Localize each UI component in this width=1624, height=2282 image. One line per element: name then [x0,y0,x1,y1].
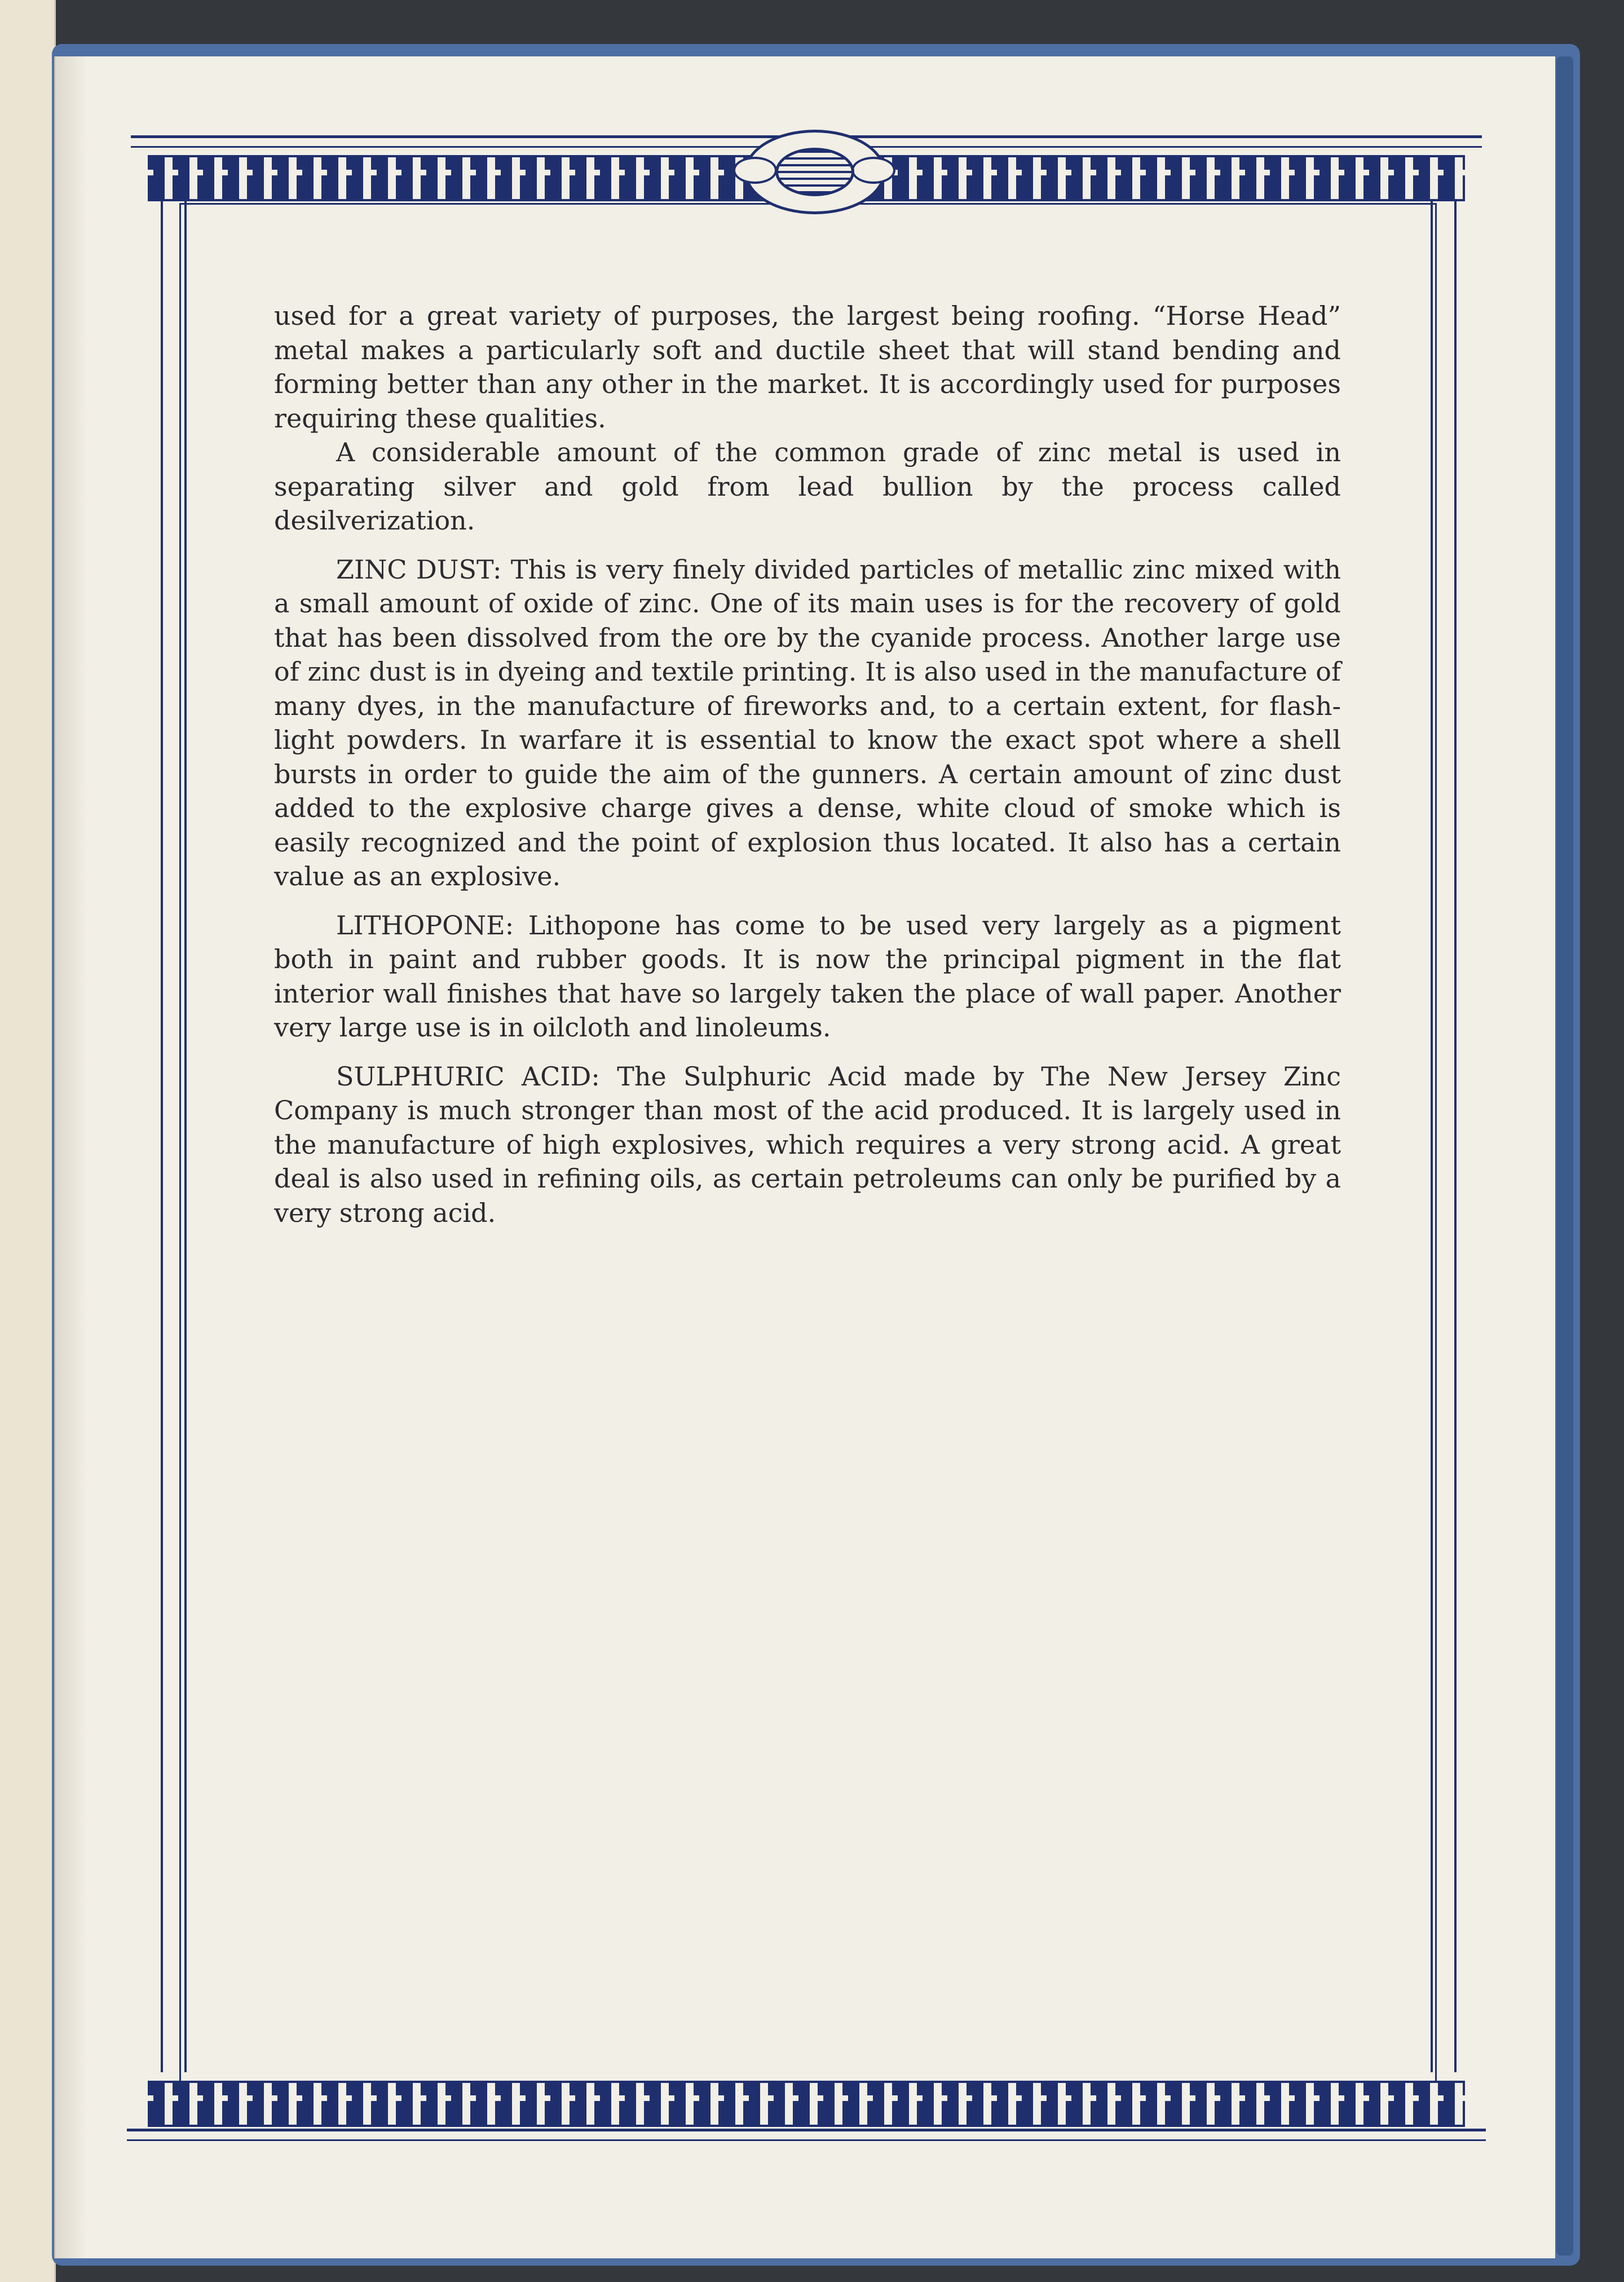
page-body-text [274,299,1341,1230]
gutter-shadow [54,56,88,2258]
paragraph-roofing: used for a great variety of purposes, the largest being roofing. “Horse Head” metal makes a particularly soft and ductile sheet that will stand bending and forming better than any other in the market. It is accordingly used for purposes requiring these qualities. [274,301,1341,434]
right-scroll-ornament [851,157,895,184]
book-cover-edge [1556,56,1573,2255]
paragraph-lithopone: LITHOPONE: Lithopone has come to be used very largely as a pigment both in paint and rubber goods. It is now the principal pigment in the flat interior wall finishes that have so largely taken the place of wall paper. Another very large use is in oilcloth and linoleums. [274,910,1341,1043]
paragraph-desilverization: A considerable amount of the common grade of zinc metal is used in separating silver and gold from lead bullion by the process called desilverization. [274,437,1341,536]
bottom-ornament-band [148,2081,1465,2127]
left-scroll-ornament [733,157,777,184]
paragraph-sulphuric-acid: SULPHURIC ACID: The Sulphuric Acid made by The New Jersey Zinc Company is much stronger than most of the acid produced. It is largely used in the manufacture of high explosives, which requires a very strong acid. A great deal is also used in refining oils, as certain petroleums can only be purified by a very strong acid. [274,1061,1341,1228]
previous-page-edge [0,0,56,2282]
bottom-cornice [127,2129,1486,2141]
paragraph-zinc-dust: ZINC DUST: This is very finely divided particles of metallic zinc mixed with a small amount of oxide of zinc. One of its main uses is for the recovery of gold that has been dissolved from the ore by the cyanide process. Another large use of zinc dust is in dyeing and textile printing. It is also used in the manufacture of many dyes, in the manufacture of fireworks and, to a certain extent, for flash-light powders. In warfare it is essential to know the exact spot where a shell bursts in order to guide the aim of the gunners. A certain amount of zinc dust added to the explosive charge gives a dense, white cloud of smoke which is easily recognized and the point of explosion thus located. It also has a certain value as an explosive. [274,554,1341,891]
medallion-shell [775,148,854,196]
